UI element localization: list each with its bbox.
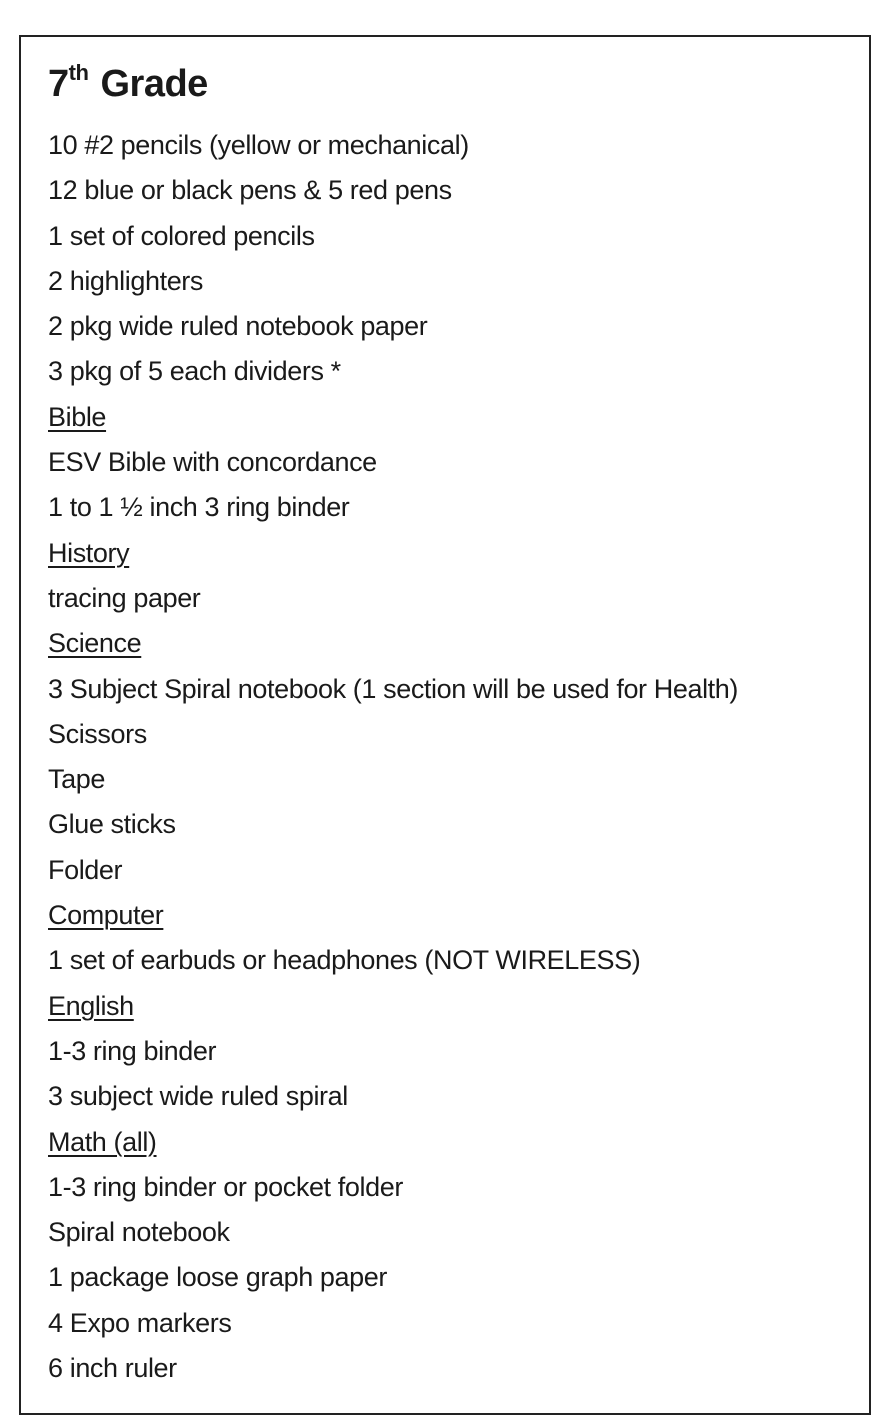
list-item-text: 3 Subject Spiral notebook (1 section will be used for Health) xyxy=(48,673,738,704)
section-heading xyxy=(48,984,738,1029)
section-heading xyxy=(48,621,738,666)
page-title xyxy=(48,60,208,105)
list-item xyxy=(48,576,738,621)
section-heading-text: History xyxy=(48,537,130,568)
list-item xyxy=(48,259,738,304)
list-item-text: ESV Bible with concordance xyxy=(48,447,377,478)
list-item xyxy=(48,712,738,757)
list-item xyxy=(48,440,738,485)
supply-list xyxy=(48,123,738,1391)
list-item-text: Folder xyxy=(48,854,123,885)
section-heading xyxy=(48,531,738,576)
list-item xyxy=(48,1255,738,1300)
list-item-text: 6 inch ruler xyxy=(48,1353,177,1384)
list-item-text: 1 set of colored pencils xyxy=(48,220,315,251)
title-number: 7 xyxy=(48,63,69,105)
list-item xyxy=(48,214,738,259)
list-item-text: 1-3 ring binder xyxy=(48,1035,217,1066)
section-heading xyxy=(48,1120,738,1165)
list-item-text: 12 blue or black pens & 5 red pens xyxy=(48,175,452,206)
section-heading xyxy=(48,395,738,440)
list-item-text: 1-3 ring binder or pocket folder xyxy=(48,1171,403,1202)
list-item-text: 2 pkg wide ruled notebook paper xyxy=(48,311,428,342)
list-item-text: 2 highlighters xyxy=(48,265,204,296)
list-item xyxy=(48,1346,738,1391)
list-item xyxy=(48,485,738,530)
list-item xyxy=(48,848,738,893)
title-suffix: th xyxy=(68,60,89,85)
list-item xyxy=(48,667,738,712)
list-item-text: 1 to 1 ½ inch 3 ring binder xyxy=(48,492,350,523)
list-item-text: 4 Expo markers xyxy=(48,1307,232,1338)
list-item-text: 3 pkg of 5 each dividers * xyxy=(48,356,341,387)
list-item-text: 10 #2 pencils (yellow or mechanical) xyxy=(48,130,469,160)
list-item xyxy=(48,757,738,802)
section-heading-text: Computer xyxy=(48,900,164,931)
list-item-text: 1 package loose graph paper xyxy=(48,1262,387,1293)
list-item-text: tracing paper xyxy=(48,582,201,613)
list-item xyxy=(48,1301,738,1346)
list-item-text: 1 set of earbuds or headphones (NOT WIRELESS) xyxy=(48,945,641,976)
list-item-text: Scissors xyxy=(48,718,147,749)
list-item-text: 3 subject wide ruled spiral xyxy=(48,1081,348,1112)
section-heading-text: Bible xyxy=(48,401,107,432)
list-item xyxy=(48,1165,738,1210)
title-word: Grade xyxy=(100,63,208,105)
list-item xyxy=(48,123,738,168)
list-item xyxy=(48,802,738,847)
section-heading xyxy=(48,893,738,938)
list-item xyxy=(48,1074,738,1119)
list-item xyxy=(48,938,738,983)
list-item xyxy=(48,349,738,394)
list-item-text: Tape xyxy=(48,764,105,795)
supply-list-frame xyxy=(19,35,871,1415)
list-item xyxy=(48,1029,738,1074)
list-item-text: Glue sticks xyxy=(48,809,176,840)
section-heading-text: Math (all) xyxy=(48,1126,157,1157)
list-item xyxy=(48,304,738,349)
list-item-text: Spiral notebook xyxy=(48,1217,230,1248)
list-item xyxy=(48,1210,738,1255)
list-item xyxy=(48,168,738,213)
section-heading-text: English xyxy=(48,990,134,1021)
section-heading-text: Science xyxy=(48,628,142,659)
